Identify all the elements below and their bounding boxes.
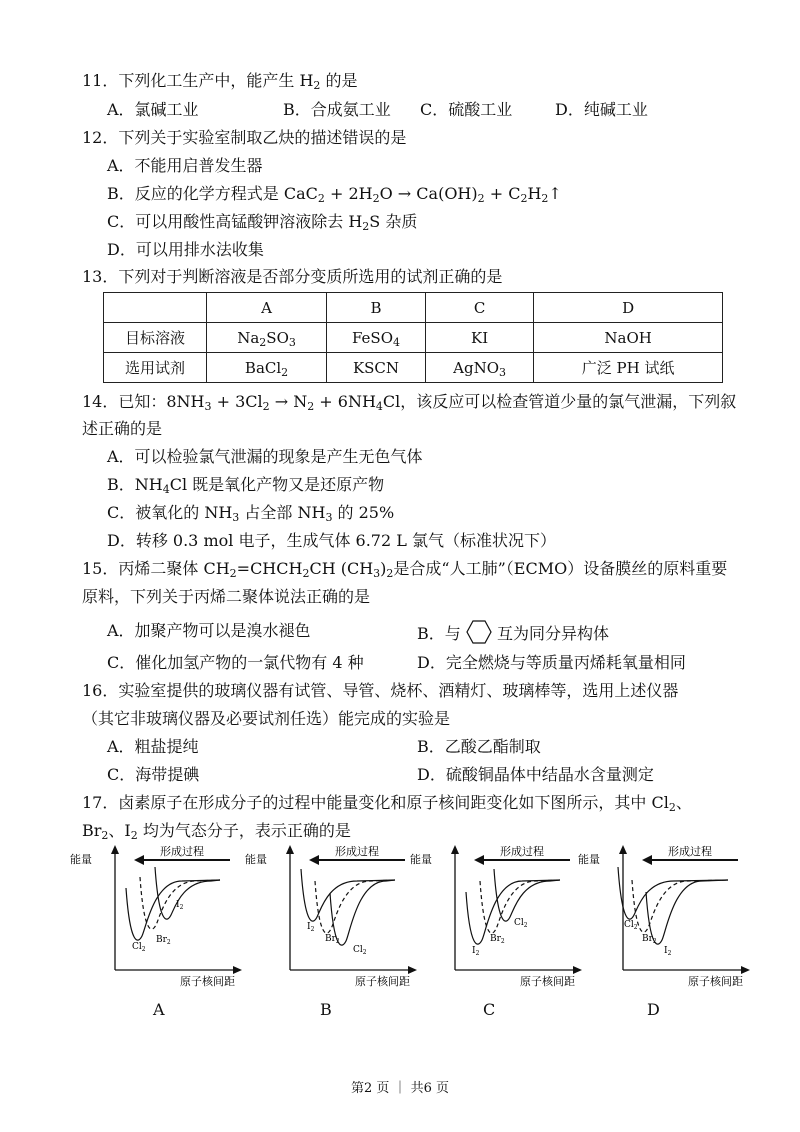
q16-option-b: B．乙酸乙酯制取 bbox=[417, 737, 541, 756]
table-cell: FeSO$_4$ bbox=[327, 323, 426, 353]
q12-option-d: D．可以用排水法收集 bbox=[107, 240, 264, 259]
row-label: 选用试剂 bbox=[104, 353, 207, 383]
q13-stem: 13．下列对于判断溶液是否部分变质所选用的试剂正确的是 bbox=[82, 267, 503, 286]
diagram-d bbox=[578, 845, 743, 989]
curve-label: $I_2$ bbox=[664, 946, 672, 957]
diagram-d-label: D bbox=[647, 1000, 660, 1019]
q11-option-d: D．纯碱工业 bbox=[555, 100, 648, 119]
table-cell: KSCN bbox=[327, 353, 426, 383]
table-header-cell: A bbox=[207, 293, 327, 323]
energy-curve bbox=[618, 867, 728, 919]
q16-stem-cont: （其它非玻璃仪器及必要试剂任选）能完成的实验是 bbox=[82, 709, 451, 728]
curve-label: $Br_2$ bbox=[325, 934, 340, 945]
y-axis-arrow bbox=[451, 845, 459, 854]
y-axis-label: 能量 bbox=[245, 853, 267, 866]
q15-stem: 15．丙烯二聚体 $CH_2=CHCH_2CH$ $(CH_3)_2$是合成“人工肺”（ECMO）设备膜丝的原料重要 bbox=[82, 559, 728, 580]
y-axis-label: 能量 bbox=[410, 853, 432, 866]
q17-stem: 17．卤素原子在形成分子的过程中能量变化和原子核间距变化如下图所示，其中 $Cl_2$、 bbox=[82, 793, 692, 814]
x-axis-arrow bbox=[233, 966, 242, 974]
table-row bbox=[104, 323, 723, 353]
y-axis-label: 能量 bbox=[578, 853, 600, 866]
curve-label-subscript: 2 bbox=[166, 939, 171, 946]
curve-label: $Cl_2$ bbox=[132, 942, 146, 953]
q11-option-b: B．合成氨工业 bbox=[283, 100, 391, 119]
curve-label: $Cl_2$ bbox=[353, 945, 367, 956]
diagram-d-svg bbox=[578, 845, 743, 988]
curve-label: $Br_2$ bbox=[642, 934, 657, 945]
formation-arrowhead bbox=[134, 855, 144, 865]
x-axis-arrow bbox=[741, 966, 750, 974]
formation-label: 形成过程 bbox=[668, 845, 712, 858]
x-axis-label: 原子核间距 bbox=[180, 975, 235, 988]
table-cell bbox=[104, 293, 207, 323]
y-axis-arrow bbox=[286, 845, 294, 854]
table-cell: KI bbox=[425, 323, 533, 353]
diagram-b bbox=[245, 845, 410, 989]
q16-option-d: D．硫酸铜晶体中结晶水含量测定 bbox=[417, 765, 654, 784]
curve-label-subscript: 2 bbox=[335, 938, 340, 945]
energy-curve bbox=[632, 880, 728, 932]
diagram-c bbox=[410, 845, 575, 989]
table-cell: 广泛 PH 试纸 bbox=[534, 353, 723, 383]
cyclohexane-icon bbox=[466, 620, 492, 644]
q15-option-d: D．完全燃烧与等质量丙烯耗氧量相同 bbox=[417, 653, 686, 672]
q12-option-b: B．反应的化学方程式是 $CaC_2 + 2H_2O \to Ca(OH)_2$ + $C_2H_2↑$ bbox=[107, 184, 562, 205]
diagram-a-label: A bbox=[153, 1000, 165, 1019]
q16-option-c: C．海带提碘 bbox=[107, 765, 200, 784]
table-header-cell: C bbox=[425, 293, 533, 323]
table-cell: BaCl$_2$ bbox=[207, 353, 327, 383]
diagram-a-svg bbox=[70, 845, 235, 988]
x-axis-label: 原子核间距 bbox=[520, 975, 575, 988]
q11-option-c: C．硫酸工业 bbox=[420, 100, 513, 119]
y-axis-label: 能量 bbox=[70, 853, 92, 866]
q12-stem: 12．下列关于实验室制取乙炔的描述错误的是 bbox=[82, 128, 407, 147]
formation-label: 形成过程 bbox=[500, 845, 544, 858]
energy-curve bbox=[315, 880, 395, 933]
row-label: 目标溶液 bbox=[104, 323, 207, 353]
curve-label-subscript: 2 bbox=[500, 938, 505, 945]
curve-label-subscript: 2 bbox=[667, 950, 672, 957]
diagram-b-svg bbox=[245, 845, 410, 988]
q15-stem-cont: 原料，下列关于丙烯二聚体说法正确的是 bbox=[82, 587, 371, 606]
q15-option-c: C．催化加氢产物的一氯代物有 4 种 bbox=[107, 653, 364, 672]
diagram-a bbox=[70, 845, 235, 989]
curve-label-subscript: 2 bbox=[523, 922, 528, 929]
diagram-c-svg bbox=[410, 845, 575, 988]
formation-arrowhead bbox=[309, 855, 319, 865]
q14-option-b: B．$NH_4Cl$ 既是氧化产物又是还原产物 bbox=[107, 475, 385, 496]
q14-option-d: D．转移 0.3 mol 电子，生成气体 6.72 L 氯气（标准状况下） bbox=[107, 531, 556, 550]
energy-curve bbox=[301, 869, 395, 921]
q14-stem: 14．已知：$8NH_3 + 3Cl_2 \to N_2 + 6NH_4Cl$，该反应可以检查管道少量的氯气泄漏，下列叙 bbox=[82, 392, 737, 413]
q11-option-a: A．氯碱工业 bbox=[107, 100, 199, 119]
curve-label-subscript: 2 bbox=[633, 924, 638, 931]
table-cell: AgNO$_3$ bbox=[425, 353, 533, 383]
x-axis-label: 原子核间距 bbox=[688, 975, 743, 988]
curve-label: $I_2$ bbox=[472, 946, 480, 957]
formation-arrowhead bbox=[642, 855, 652, 865]
energy-curve bbox=[494, 869, 560, 921]
energy-curve bbox=[646, 880, 728, 944]
diagram-c-label: C bbox=[483, 1000, 496, 1019]
q12-option-a: A．不能用启普发生器 bbox=[107, 156, 263, 175]
y-axis-arrow bbox=[111, 845, 119, 854]
curve-label: $Br_2$ bbox=[490, 934, 505, 945]
curve-label-subscript: 2 bbox=[475, 950, 480, 957]
q13-table bbox=[103, 292, 723, 383]
x-axis-label: 原子核间距 bbox=[355, 975, 410, 988]
q14-option-a: A．可以检验氯气泄漏的现象是产生无色气体 bbox=[107, 447, 423, 466]
curve-label: $I_2$ bbox=[176, 900, 184, 911]
table-header-cell: B bbox=[327, 293, 426, 323]
energy-curve bbox=[330, 880, 395, 945]
curve-label-subscript: 2 bbox=[652, 938, 657, 945]
energy-curve bbox=[155, 867, 220, 919]
formation-arrowhead bbox=[474, 855, 484, 865]
formation-label: 形成过程 bbox=[335, 845, 379, 858]
q11-stem: 11．下列化工生产中，能产生 $H_2$ 的是 bbox=[82, 71, 358, 92]
y-axis-arrow bbox=[619, 845, 627, 854]
diagram-b-label: B bbox=[320, 1000, 332, 1019]
curve-label-subscript: 2 bbox=[141, 946, 146, 953]
table-cell: $Na_2SO_3$ bbox=[207, 323, 327, 353]
formation-label: 形成过程 bbox=[160, 845, 204, 858]
q17-stem-cont: $Br_2$、$I_2$ 均为气态分子，表示正确的是 bbox=[82, 821, 351, 842]
q14-stem-cont: 述正确的是 bbox=[82, 419, 163, 438]
table-header-cell: D bbox=[534, 293, 723, 323]
curve-label: $Br_2$ bbox=[156, 935, 171, 946]
q12-option-c: C．可以用酸性高锰酸钾溶液除去 $H_2S$ 杂质 bbox=[107, 212, 418, 233]
q14-option-c: C．被氧化的 $NH_3$ 占全部 $NH_3$ 的 25% bbox=[107, 503, 395, 524]
q15-option-b: B．与 互为同分异构体 bbox=[417, 620, 609, 645]
q16-stem: 16．实验室提供的玻璃仪器有试管、导管、烧杯、酒精灯、玻璃棒等，选用上述仪器 bbox=[82, 681, 679, 700]
curve-label: $Cl_2$ bbox=[624, 920, 638, 931]
curve-label-subscript: 2 bbox=[310, 926, 315, 933]
curve-label-subscript: 2 bbox=[362, 949, 367, 956]
curve-label: $Cl_2$ bbox=[514, 918, 528, 929]
q16-option-a: A．粗盐提纯 bbox=[107, 737, 199, 756]
table-row bbox=[104, 353, 723, 383]
curve-label-subscript: 2 bbox=[179, 904, 184, 911]
table-row bbox=[104, 293, 723, 323]
table-cell: NaOH bbox=[534, 323, 723, 353]
page-footer: 第2 页 ｜ 共6 页 bbox=[350, 1081, 450, 1096]
curve-label: $I_2$ bbox=[307, 922, 315, 933]
q15-option-a: A．加聚产物可以是溴水褪色 bbox=[107, 621, 311, 640]
